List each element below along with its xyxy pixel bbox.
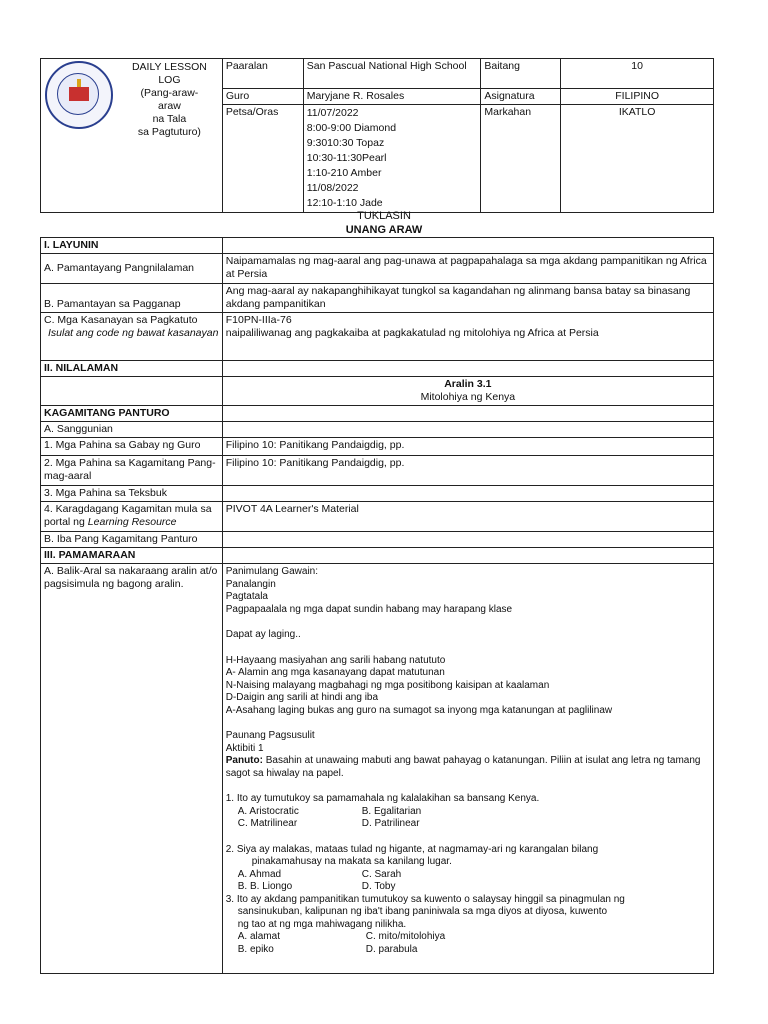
kagamitang-mag-aaral-label: 2. Mga Pahina sa Kagamitang Pang-mag-aaral <box>41 456 223 486</box>
petsa-value: 11/07/2022 8:00-9:00 Diamond 9:3010:30 Topaz 10:30-11:30Pearl 1:10-210 Amber 11/08/2022 12:10-1:10 Jade <box>303 105 481 213</box>
guro-label: Guro <box>222 89 303 105</box>
aralin-cell: Aralin 3.1 Mitolohiya ng Kenya <box>222 377 713 406</box>
petsa-label: Petsa/Oras <box>222 105 303 213</box>
asignatura-label: Asignatura <box>481 89 561 105</box>
balik-aral-content: Panimulang Gawain: Panalangin Pagtatala Pagpapaalala ng mga dapat sundin habang may harapang klase Dapat ay laging.. H-Hayaang masiyahan ang sarili habang natututo A- Alamin ang mga kasanayang dapat matutunan N-Naising malayang magbahagi ng mga positibong kaisipan at kaalaman D-Daigin ang sarili at hindi ang iba A-Asahang laging bukas ang guro na sumagot sa inyong mga katanungan at paglilinaw Paunang Pagsusulit Aktibiti 1 Panuto: Basahin at unawaing mabuti ang bawat pahayag o katanungan. Piliin at isulat ang letra ng tamang sagot sa hiwalay na papel. 1. Ito ay tumutukoy sa pamamahala ng kalalakihan sa bansang Kenya. A. Aristocratic B. Egalitarian C. Matrilinear D. Patrilinear 2. Siya ay malakas, mataas tulad ng higante, at nagmamay-ari ng karangalan bilang pinakamahusay na makata sa kanilang lugar. A. Ahmad C. Sarah B. B. Liongo D. Toby 3. Ito ay akdang pampanitikan tumutukoy sa kuwento o salaysay hinggil sa pinagmulan ng sansinukuban, kalipunan ng iba't ibang paniniwala sa mga diyos at diyosa, kuwento ng tao at ng mga mahiwagang nilikha. A. alamat C. mito/mitolohiya B. epiko D. parabula <box>222 564 713 974</box>
iba-pang-kagamitan-label: B. Iba Pang Kagamitang Panturo <box>41 532 223 548</box>
lesson-table <box>40 237 714 974</box>
panuto: Panuto: Basahin at unawaing mabuti ang bawat pahayag o katanungan. Piliin at isulat ang letra ng tamang sagot sa hiwalay na papel. <box>225 755 701 779</box>
nilalaman-heading: II. NILALAMAN <box>41 361 223 377</box>
markahan-value: IKATLO <box>561 105 714 213</box>
layunin-heading: I. LAYUNIN <box>41 238 223 254</box>
asignatura-value: FILIPINO <box>561 89 714 105</box>
gabay-guro-label: 1. Mga Pahina sa Gabay ng Guro <box>41 438 223 456</box>
header-table <box>40 58 714 213</box>
kasanayan-label: C. Mga Kasanayan sa Pagkatuto Isulat ang code ng bawat kasanayan <box>41 313 223 361</box>
dll-title: DAILY LESSON LOG (Pang-araw- araw na Tala sa Pagtuturo) <box>131 61 207 138</box>
tuklasin-title: TUKLASIN <box>357 210 411 222</box>
kagamitang-mag-aaral-value: Filipino 10: Panitikang Pandaigdig, pp. <box>222 456 713 486</box>
paaralan-label: Paaralan <box>222 59 303 89</box>
pamamaraan-heading: III. PAMAMARAAN <box>41 548 223 564</box>
gabay-guro-value: Filipino 10: Panitikang Pandaigdig, pp. <box>222 438 713 456</box>
baitang-label: Baitang <box>481 59 561 89</box>
pamantayang-pangnilalaman-label: A. Pamantayang Pangnilalaman <box>41 254 223 284</box>
karagdagang-kagamitan-value: PIVOT 4A Learner's Material <box>222 502 713 532</box>
teksbuk-label: 3. Mga Pahina sa Teksbuk <box>41 486 223 502</box>
balik-aral-label: A. Balik-Aral sa nakaraang aralin at/o pagsisimula ng bagong aralin. <box>41 564 223 974</box>
sanggunian-label: A. Sanggunian <box>41 422 223 438</box>
kagamitan-heading: KAGAMITANG PANTURO <box>41 406 223 422</box>
pamantayan-sa-pagganap-value: Ang mag-aaral ay nakapanghihikayat tungkol sa kagandahan ng alinmang bansa batay sa binasang akdang pampanitikan <box>222 284 713 313</box>
pamantayang-pangnilalaman-value: Naipamamalas ng mag-aaral ang pag-unawa at pagpapahalaga sa mga akdang pampanitikan ng Africa at Persia <box>222 254 713 284</box>
baitang-value: 10 <box>561 59 714 89</box>
question-3: 3. Ito ay akdang pampanitikan tumutukoy sa kuwento o salaysay hinggil sa pinagmulan ng <box>225 893 625 905</box>
markahan-label: Markahan <box>481 105 561 213</box>
deped-seal-icon <box>45 61 113 129</box>
question-1: 1. Ito ay tumutukoy sa pamamahala ng kalalakihan sa bansang Kenya. <box>225 793 540 804</box>
pamantayan-sa-pagganap-label: B. Pamantayan sa Pagganap <box>41 284 223 313</box>
paaralan-value: San Pascual National High School <box>303 59 481 89</box>
karagdagang-kagamitan-label: 4. Karagdagang Kagamitan mula sa portal ng Learning Resource <box>41 502 223 532</box>
unang-araw-title: UNANG ARAW <box>345 224 423 236</box>
logo-cell <box>41 59 223 213</box>
guro-value: Maryjane R. Rosales <box>303 89 481 105</box>
kasanayan-value: F10PN-IIIa-76 naipaliliwanag ang pagkakaiba at pagkakatulad ng mitolohiya ng Africa at Persia <box>222 313 713 361</box>
question-2: 2. Siya ay malakas, mataas tulad ng higante, at nagmamay-ari ng karangalan bilang <box>225 843 599 855</box>
